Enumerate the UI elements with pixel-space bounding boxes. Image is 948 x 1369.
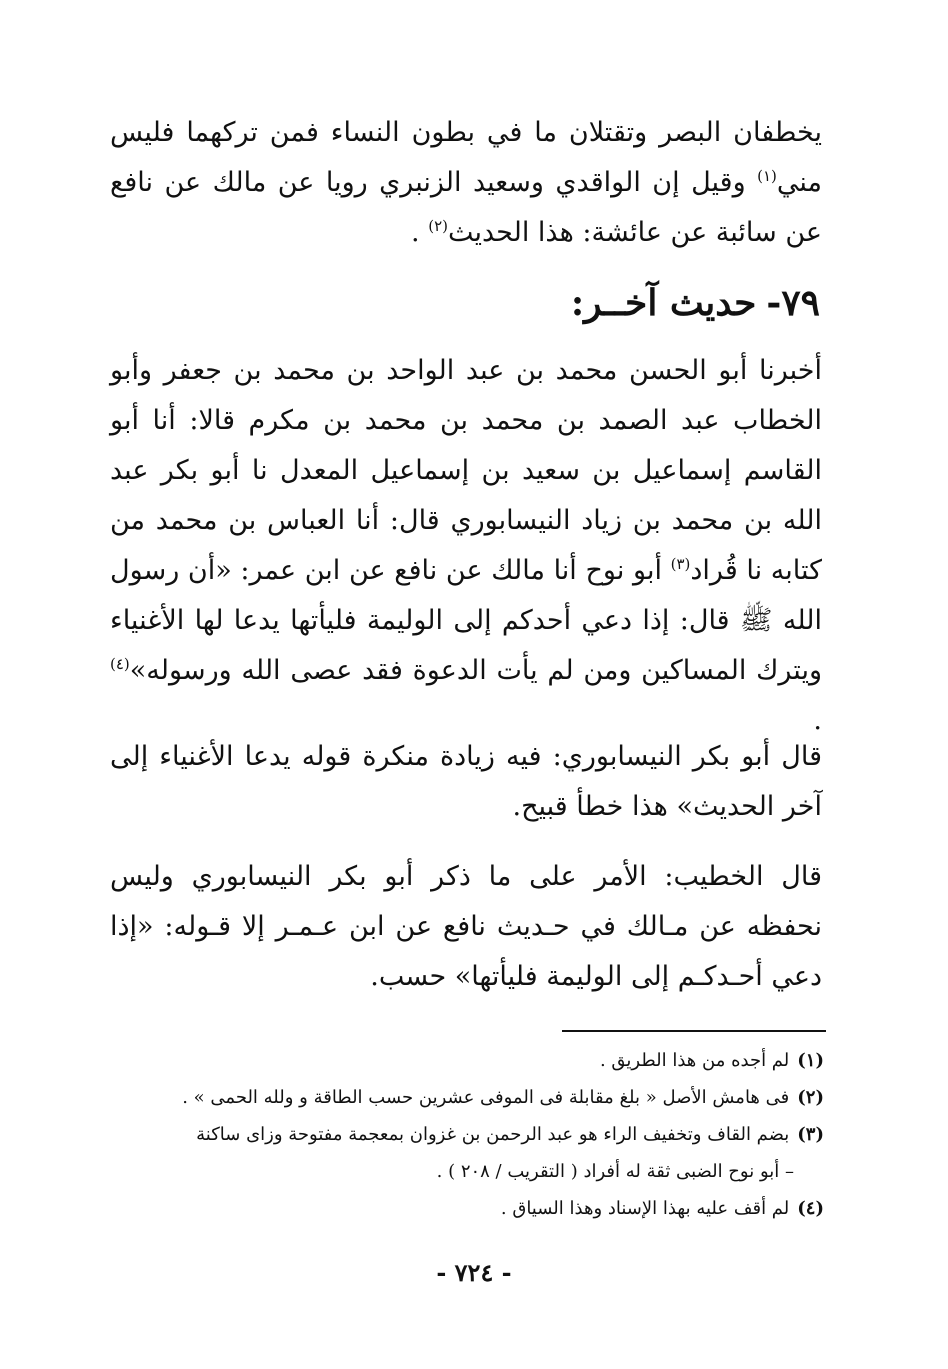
footnote-item	[124, 1042, 824, 1079]
paragraph-2-text-a: أخبرنا أبو الحسن محمد بن عبد الواحد بن محمد بن جعفر وأبو الخطاب عبد الصمد بن محمد بن محمد بن مكرم قالا: أنا أبو القاسم إسماعيل بن سعيد بن إسماعيل المعدل نا أبو بكر عبد الله بن محمد بن زياد النيسابوري قال: أنا العباس بن محمد من كتابه نا قُراد	[110, 355, 822, 586]
paragraph-2	[110, 346, 822, 746]
footnote-ref-1: (١)	[757, 167, 777, 185]
paragraph-1-text-b: وقيل إن الواقدي وسعيد الزنبري رويا عن مالك عن نافع عن سائبة عن عائشة: هذا الحديث	[110, 167, 822, 248]
footnote-item	[124, 1079, 824, 1116]
paragraph-3: قال أبو بكر النيسابوري: فيه زيادة منكرة قوله يدعا الأغنياء إلى آخر الحديث» هذا خطأ قبيح.	[110, 741, 822, 822]
footnote-item	[124, 1190, 824, 1227]
footnote-text: فى هامش الأصل « بلغ مقابلة فى الموفى عشرين حسب الطاقة و ولله الحمى » .	[182, 1087, 790, 1108]
section-heading-title: حديث آخــر:	[570, 282, 757, 324]
section-heading-number: ٧٩-	[766, 282, 820, 324]
footnote-text: لم أقف عليه بهذا الإسناد وهذا السياق .	[500, 1198, 790, 1219]
paragraph-1	[110, 108, 822, 258]
footnotes-list	[124, 1042, 824, 1227]
paragraph-1-text-a: يخطفان البصر وتقتلان ما في بطون النساء فمن تركهما فليس مني	[110, 117, 822, 198]
footnote-number: (٤)	[797, 1198, 824, 1219]
footnote-divider	[562, 1030, 826, 1032]
footnote-number: (٣)	[797, 1124, 824, 1145]
paragraph-2-text-c: .	[813, 705, 822, 736]
footnote-text: لم أجده من هذا الطريق .	[599, 1050, 790, 1071]
page-number: - ٧٢٤ -	[436, 1258, 512, 1287]
footnote-number: (١)	[797, 1050, 824, 1071]
paragraph-2-text-b: أبو نوح أنا مالك عن نافع عن ابن عمر: «أن رسول الله ﷺ قال: إذا دعي أحدكم إلى الوليمة فليأتها يدعا لها الأغنياء ويترك المساكين ومن لم يأت الدعوة فقد عصى الله ورسوله»	[110, 555, 822, 686]
footnote-text: بضم القاف وتخفيف الراء هو عبد الرحمن بن غزوان بمعجمة مفتوحة وزاى ساكنة	[196, 1124, 790, 1145]
footnote-ref-4: (٤)	[110, 655, 130, 673]
footnote-continuation: – أبو نوح الضبى ثقة له أفراد ( التقريب / ٢٠٨ ) .	[436, 1161, 794, 1182]
section-heading	[571, 278, 820, 328]
footnote-ref-3: (٣)	[670, 555, 691, 573]
footnote-ref-2: (٢)	[428, 217, 448, 235]
footnote-number: (٢)	[797, 1087, 824, 1108]
footnote-item	[124, 1116, 824, 1153]
paragraph-1-text-c: .	[411, 217, 429, 248]
paragraph-4: قال الخطيب: الأمر على ما ذكر أبو بكر النيسابوري وليس نحفظه عن مـالك في حـديث نافع عن ابن عـمـر إلا قـوله: «إذا دعي أحـدكـم إلى الوليمة فليأتها» حسب.	[110, 861, 822, 992]
